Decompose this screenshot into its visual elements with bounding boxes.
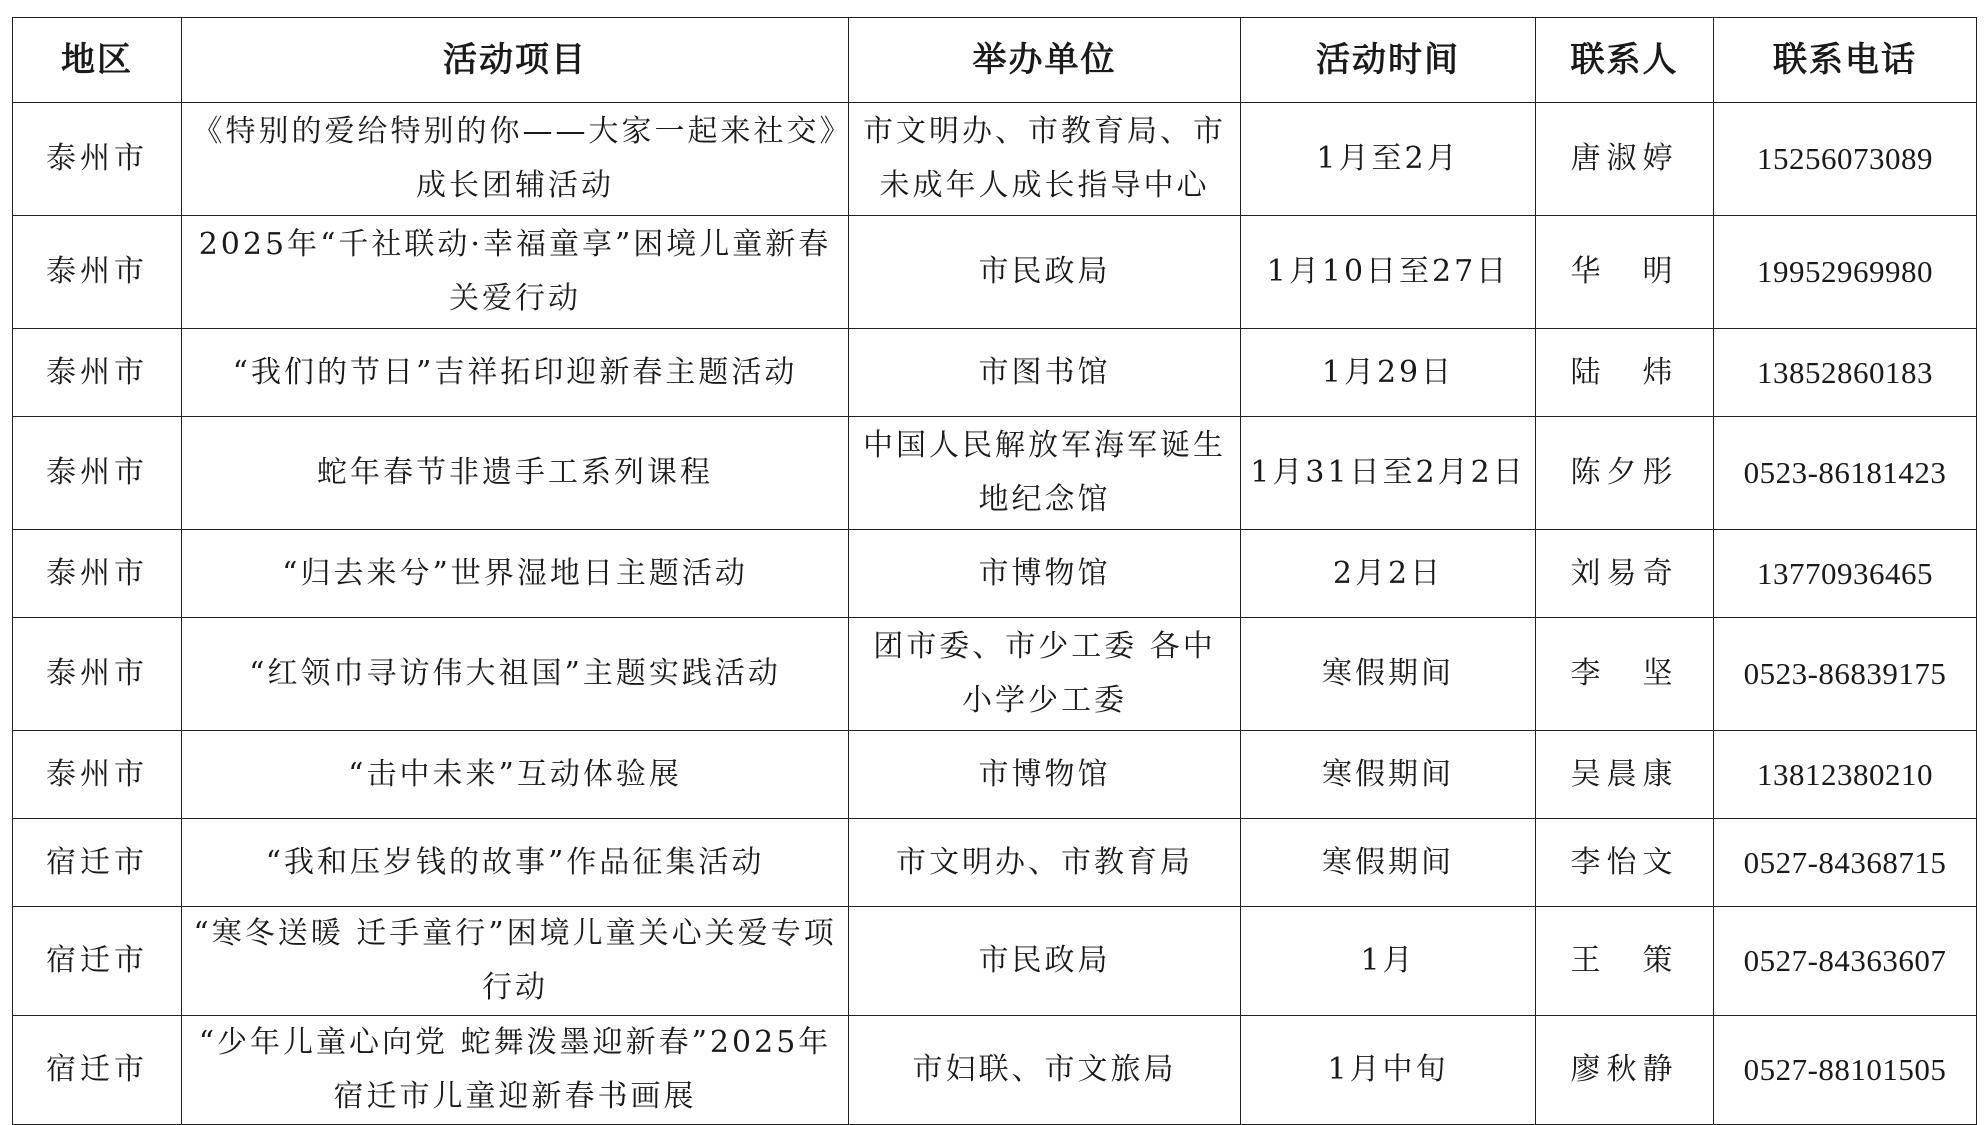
cell-phone: 13812380210 bbox=[1714, 731, 1977, 819]
cell-activity: 2025年“千社联动·幸福童享”困境儿童新春关爱行动 bbox=[182, 216, 849, 329]
cell-time: 1月中旬 bbox=[1241, 1016, 1536, 1125]
cell-organizer: 市文明办、市教育局、市未成年人成长指导中心 bbox=[849, 103, 1241, 216]
cell-contact: 华 明 bbox=[1536, 216, 1714, 329]
cell-contact: 唐淑婷 bbox=[1536, 103, 1714, 216]
cell-phone: 0527-88101505 bbox=[1714, 1016, 1977, 1125]
table-row bbox=[13, 819, 1977, 907]
cell-time: 寒假期间 bbox=[1241, 731, 1536, 819]
cell-phone: 0527-84363607 bbox=[1714, 907, 1977, 1016]
cell-activity: “寒冬送暖 迁手童行”困境儿童关心关爱专项行动 bbox=[182, 907, 849, 1016]
cell-activity: “少年儿童心向党 蛇舞泼墨迎新春”2025年宿迁市儿童迎新春书画展 bbox=[182, 1016, 849, 1125]
table-row bbox=[13, 417, 1977, 530]
table-row bbox=[13, 329, 1977, 417]
header-contact: 联系人 bbox=[1536, 18, 1714, 103]
header-region: 地区 bbox=[13, 18, 182, 103]
cell-time: 寒假期间 bbox=[1241, 618, 1536, 731]
cell-region: 宿迁市 bbox=[13, 1016, 182, 1125]
activity-table-sheet bbox=[12, 17, 1976, 1125]
cell-contact: 李 坚 bbox=[1536, 618, 1714, 731]
cell-contact: 陆 炜 bbox=[1536, 329, 1714, 417]
cell-activity: “我和压岁钱的故事”作品征集活动 bbox=[182, 819, 849, 907]
table-row bbox=[13, 731, 1977, 819]
header-organizer: 举办单位 bbox=[849, 18, 1241, 103]
cell-organizer: 市博物馆 bbox=[849, 530, 1241, 618]
cell-time: 2月2日 bbox=[1241, 530, 1536, 618]
table-row bbox=[13, 530, 1977, 618]
cell-contact: 吴晨康 bbox=[1536, 731, 1714, 819]
cell-phone: 0523-86181423 bbox=[1714, 417, 1977, 530]
cell-contact: 王 策 bbox=[1536, 907, 1714, 1016]
cell-phone: 13852860183 bbox=[1714, 329, 1977, 417]
header-activity: 活动项目 bbox=[182, 18, 849, 103]
cell-organizer: 市图书馆 bbox=[849, 329, 1241, 417]
header-time: 活动时间 bbox=[1241, 18, 1536, 103]
cell-activity: 蛇年春节非遗手工系列课程 bbox=[182, 417, 849, 530]
cell-region: 宿迁市 bbox=[13, 907, 182, 1016]
cell-region: 泰州市 bbox=[13, 530, 182, 618]
cell-region: 泰州市 bbox=[13, 103, 182, 216]
cell-activity: “红领巾寻访伟大祖国”主题实践活动 bbox=[182, 618, 849, 731]
cell-region: 泰州市 bbox=[13, 731, 182, 819]
cell-organizer: 市妇联、市文旅局 bbox=[849, 1016, 1241, 1125]
cell-phone: 13770936465 bbox=[1714, 530, 1977, 618]
cell-activity: “击中未来”互动体验展 bbox=[182, 731, 849, 819]
cell-time: 寒假期间 bbox=[1241, 819, 1536, 907]
cell-phone: 19952969980 bbox=[1714, 216, 1977, 329]
cell-region: 泰州市 bbox=[13, 329, 182, 417]
table-row bbox=[13, 216, 1977, 329]
cell-phone: 15256073089 bbox=[1714, 103, 1977, 216]
table-header-row bbox=[13, 18, 1977, 103]
table-row bbox=[13, 103, 1977, 216]
header-phone: 联系电话 bbox=[1714, 18, 1977, 103]
cell-activity: 《特别的爱给特别的你——大家一起来社交》成长团辅活动 bbox=[182, 103, 849, 216]
cell-contact: 刘易奇 bbox=[1536, 530, 1714, 618]
table-row bbox=[13, 907, 1977, 1016]
cell-time: 1月至2月 bbox=[1241, 103, 1536, 216]
cell-contact: 陈夕彤 bbox=[1536, 417, 1714, 530]
cell-organizer: 市民政局 bbox=[849, 216, 1241, 329]
activity-table bbox=[12, 17, 1977, 1125]
cell-contact: 廖秋静 bbox=[1536, 1016, 1714, 1125]
cell-time: 1月 bbox=[1241, 907, 1536, 1016]
cell-organizer: 市博物馆 bbox=[849, 731, 1241, 819]
cell-region: 宿迁市 bbox=[13, 819, 182, 907]
cell-phone: 0523-86839175 bbox=[1714, 618, 1977, 731]
cell-phone: 0527-84368715 bbox=[1714, 819, 1977, 907]
cell-region: 泰州市 bbox=[13, 417, 182, 530]
cell-region: 泰州市 bbox=[13, 618, 182, 731]
table-row bbox=[13, 1016, 1977, 1125]
cell-activity: “我们的节日”吉祥拓印迎新春主题活动 bbox=[182, 329, 849, 417]
cell-organizer: 市文明办、市教育局 bbox=[849, 819, 1241, 907]
cell-contact: 李怡文 bbox=[1536, 819, 1714, 907]
cell-time: 1月29日 bbox=[1241, 329, 1536, 417]
cell-activity: “归去来兮”世界湿地日主题活动 bbox=[182, 530, 849, 618]
cell-time: 1月10日至27日 bbox=[1241, 216, 1536, 329]
cell-time: 1月31日至2月2日 bbox=[1241, 417, 1536, 530]
table-row bbox=[13, 618, 1977, 731]
cell-organizer: 中国人民解放军海军诞生地纪念馆 bbox=[849, 417, 1241, 530]
cell-organizer: 市民政局 bbox=[849, 907, 1241, 1016]
cell-region: 泰州市 bbox=[13, 216, 182, 329]
cell-organizer: 团市委、市少工委 各中小学少工委 bbox=[849, 618, 1241, 731]
